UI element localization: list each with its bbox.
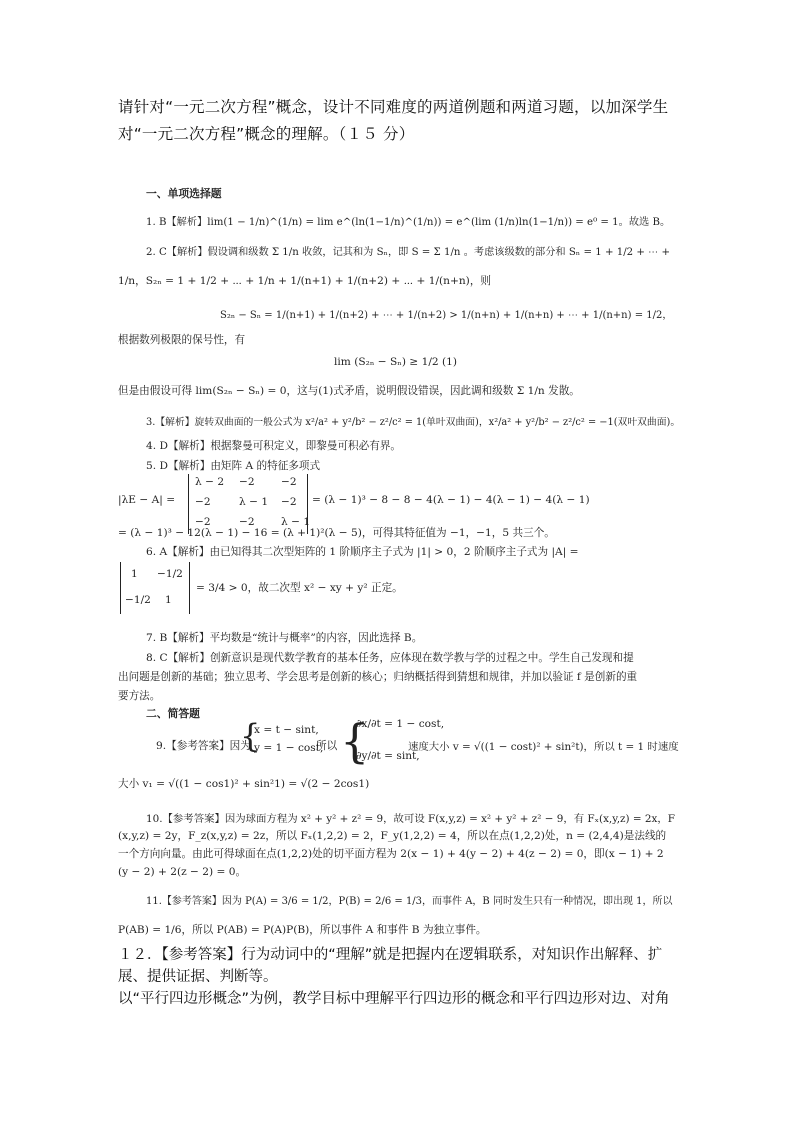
answer-q8-line3: 要方法。 bbox=[118, 690, 161, 702]
answer-q6-line2: = 3/4 > 0，故二次型 x² − xy + y² 正定。 bbox=[196, 582, 403, 594]
answer-q10-line4: (y − 2) + 2(z − 2) = 0。 bbox=[118, 866, 247, 878]
q9-derivative-row: ∂y/∂t = sint, bbox=[356, 750, 420, 762]
answer-q9-line2: 大小 v₁ = √((1 − cos1)² + sin²1) = √(2 − 2cos1) bbox=[118, 778, 370, 790]
answer-q5-line1: 5. D【解析】由矩阵 A 的特征多项式 bbox=[146, 460, 321, 472]
matrix-cell: −2 bbox=[195, 496, 211, 508]
answer-q10-line1: 10.【参考答案】因为球面方程为 x² + y² + z² = 9，故可设 F(x,y,z) = x² + y² + z² − 9，有 Fₓ(x,y,z) = 2x，F bbox=[146, 813, 675, 825]
answer-q5-line2: = (λ − 1)³ − 12(λ − 1) − 16 = (λ + 1)²(λ − 5)，可得其特征值为 −1，−1，5 共三个。 bbox=[118, 527, 555, 539]
q9-system-row: x = t − sint, bbox=[254, 724, 319, 736]
answer-12-example: 以“平行四边形概念”为例，教学目标中理解平行四边形的概念和平行四边形对边、对角 bbox=[118, 991, 670, 1007]
question-prompt: 请针对“一元二次方程”概念，设计不同难度的两道例题和两道习题，以加深学生对“一元二次方程”概念的理解。（１５ 分） bbox=[118, 98, 669, 143]
answer-q9-line1: 9.【参考答案】因为 bbox=[156, 740, 251, 752]
matrix-cell: λ − 1 bbox=[281, 516, 311, 528]
brace-glyph: { bbox=[240, 717, 261, 755]
answer-q7: 7. B【解析】平均数是“统计与概率”的内容，因此选择 B。 bbox=[146, 632, 423, 644]
answer-q2-line1: 2. C【解析】假设调和级数 Σ 1/n 收敛，记其和为 Sₙ，即 S = Σ 1/n 。考虑该级数的部分和 Sₙ = 1 + 1/2 + ⋯ + bbox=[146, 247, 671, 258]
answer-q5-rhs: = (λ − 1)³ − 8 − 8 − 4(λ − 1) − 4(λ − 1) − 4(λ − 1) bbox=[312, 494, 590, 506]
answer-q2-line3: S₂ₙ − Sₙ = 1/(n+1) + 1/(n+2) + ⋯ + 1/(n+2) > 1/(n+n) + 1/(n+n) + ⋯ + 1/(n+n) = 1/2， bbox=[220, 310, 673, 321]
matrix-cell: 1 bbox=[165, 594, 172, 606]
q9-derivative-row: ∂x/∂t = 1 − cost, bbox=[356, 718, 445, 730]
section-heading-short-answer: 二、简答题 bbox=[146, 707, 200, 720]
answer-q4: 4. D【解析】根据黎曼可积定义，即黎曼可积必有界。 bbox=[146, 440, 402, 452]
answer-q9-line1b: 速度大小 v = √((1 − cost)² + sin²t)，所以 t = 1 时速度 bbox=[408, 741, 679, 753]
answer-q3: 3.【解析】旋转双曲面的一般公式为 x²/a² + y²/b² − z²/c² = 1(单叶双曲面)，x²/a² + y²/b² − z²/c² = −1(双叶双曲面)。 bbox=[146, 417, 681, 428]
matrix-cell: −1/2 bbox=[125, 594, 151, 606]
q9-system-row: y = 1 − cost, bbox=[254, 742, 324, 754]
matrix-cell: −2 bbox=[239, 476, 255, 488]
matrix-cell: λ − 2 bbox=[195, 476, 225, 488]
answer-q2-line5: lim (S₂ₙ − Sₙ) ≥ 1/2 (1) bbox=[334, 356, 458, 368]
answer-q8-line1: 8. C【解析】创新意识是现代数学教育的基本任务，应体现在数学教与学的过程之中。学生自己发现和提 bbox=[146, 652, 634, 664]
answer-q6-line1: 6. A【解析】由已知得其二次型矩阵的 1 阶顺序主子式为 |1| > 0，2 阶顺序主子式为 |A| = bbox=[146, 546, 579, 558]
answer-q9-so: 所以 bbox=[316, 740, 338, 752]
answer-12-paragraph: １２．【参考答案】行为动词中的“理解”就是把握内在逻辑联系，对知识作出解释、扩展、提供证据、判断等。 bbox=[118, 947, 663, 985]
matrix-cell: −1/2 bbox=[157, 568, 183, 580]
matrix-cell: 1 bbox=[131, 568, 138, 580]
answer-q2-line6: 但是由假设可得 lim(S₂ₙ − Sₙ) = 0，这与(1)式矛盾，说明假设错误，因此调和级数 Σ 1/n 发散。 bbox=[118, 385, 580, 397]
answer-q2-line4: 根据数列极限的保号性，有 bbox=[118, 334, 246, 346]
answer-q11-line2: P(AB) = 1/6，所以 P(AB) = P(A)P(B)，所以事件 A 和事件 B 为独立事件。 bbox=[118, 924, 487, 936]
answer-q1: 1. B【解析】lim(1 − 1/n)^(1/n) = lim e^(ln(1−1/n)^(1/n)) = e^(lim (1/n)ln(1−1/n)) = e⁰ = 1。故选 B。 bbox=[146, 217, 671, 228]
answer-q10-line3: 一个方向向量。由此可得球面在点(1,2,2)处的切平面方程为 2(x − 1) + 4(y − 2) + 4(z − 2) = 0，即(x − 1) + 2 bbox=[118, 848, 664, 860]
matrix-cell: −2 bbox=[239, 516, 255, 528]
answer-q2-line2: 1/n，S₂ₙ = 1 + 1/2 + ⋯ + 1/n + 1/(n+1) + 1/(n+2) + ⋯ + 1/(n+n)，则 bbox=[118, 275, 492, 287]
answer-12-text bbox=[118, 944, 688, 1010]
section-heading-single-choice: 一、单项选择题 bbox=[146, 187, 222, 200]
answer-q11-line1: 11.【参考答案】因为 P(A) = 3/6 = 1/2，P(B) = 2/6 = 1/3，而事件 A，B 同时发生只有一种情况，即出现 1，所以 bbox=[146, 896, 673, 907]
matrix-cell: λ − 1 bbox=[239, 496, 269, 508]
brace-glyph: { bbox=[340, 714, 370, 768]
answer-q8-line2: 出问题是创新的基础；独立思考、学会思考是创新的核心；归纳概括得到猜想和规律，并加以验证 f 是创新的重 bbox=[118, 671, 638, 683]
answer-q5-lhs: |λE − A| = bbox=[118, 494, 176, 506]
determinant-q6 bbox=[120, 562, 190, 614]
matrix-cell: −2 bbox=[281, 476, 297, 488]
matrix-cell: −2 bbox=[281, 496, 297, 508]
matrix-cell: −2 bbox=[195, 516, 211, 528]
answer-q10-line2: (x,y,z) = 2y，F_z(x,y,z) = 2z，所以 Fₓ(1,2,2) = 2，F_y(1,2,2) = 4，所以在点(1,2,2)处，n = (2,4,4)是法线的 bbox=[118, 830, 667, 842]
